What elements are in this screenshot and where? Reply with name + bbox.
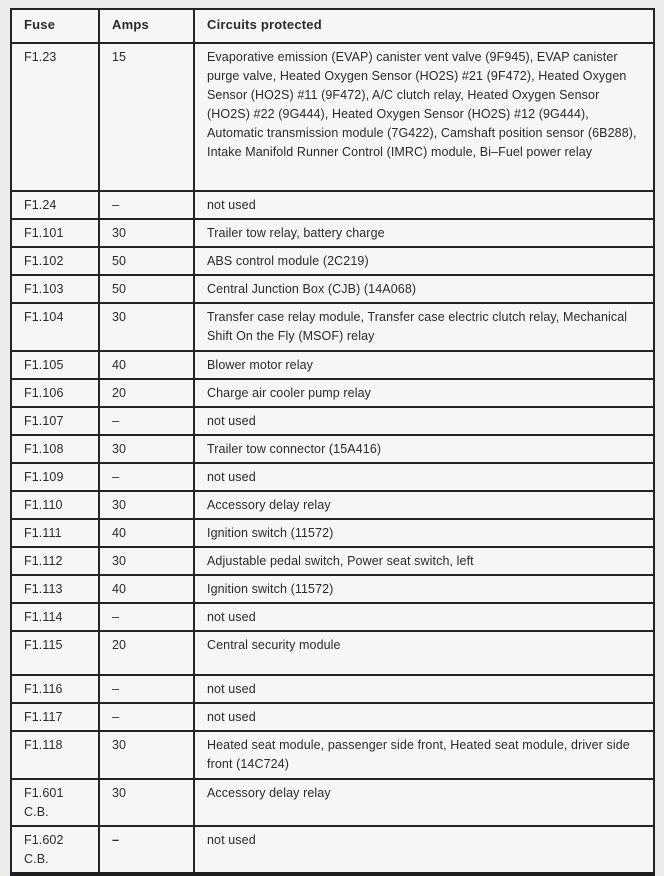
circuits-cell: not used [194,407,654,435]
circuits-cell: ABS control module (2C219) [194,247,654,275]
circuits-cell: Ignition switch (11572) [194,575,654,603]
circuits-cell: not used [194,603,654,631]
amps-cell: 30 [99,731,194,779]
fuse-id-cell: F1.602 C.B. [11,826,99,874]
circuits-cell: Heated seat module, passenger side front, Heated seat module, driver side front (14C724) [194,731,654,779]
circuits-cell: not used [194,703,654,731]
circuits-cell: Central security module [194,631,654,675]
amps-cell: 30 [99,435,194,463]
circuits-cell: Accessory delay relay [194,779,654,826]
fuse-id-cell: F1.107 [11,407,99,435]
amps-cell: – [99,703,194,731]
fuse-table [10,8,655,876]
column-header-amps: Amps [99,9,194,43]
fuse-id-cell: F1.24 [11,191,99,219]
circuits-cell: Evaporative emission (EVAP) canister vent valve (9F945), EVAP canister purge valve, Heated Oxygen Sensor (HO2S) #21 (9F472), Heated Oxygen Sensor (HO2S) #11 (9F472), A/C clutch relay, Heated Oxygen Sensor (HO2S) #22 (9G444), Heated Oxygen Sensor (HO2S) #12 (9G444), Automatic transmission module (7G422), Camshaft position sensor (6B288), Intake Manifold Runner Control (IMRC) module, Bi–Fuel power relay [194,43,654,191]
table-row [11,191,654,219]
amps-cell: 30 [99,303,194,351]
amps-cell: 30 [99,779,194,826]
amps-cell: 15 [99,43,194,191]
fuse-id-cell: F1.105 [11,351,99,379]
amps-cell: 20 [99,631,194,675]
circuits-cell: Transfer case relay module, Transfer case electric clutch relay, Mechanical Shift On the Fly (MSOF) relay [194,303,654,351]
circuits-cell: not used [194,463,654,491]
circuits-cell: not used [194,675,654,703]
amps-cell: 30 [99,219,194,247]
fuse-id-cell: F1.112 [11,547,99,575]
amps-cell: – [99,407,194,435]
amps-cell: – [99,463,194,491]
fuse-id-cell: F1.23 [11,43,99,191]
amps-cell: 30 [99,547,194,575]
circuits-cell: Blower motor relay [194,351,654,379]
table-row [11,575,654,603]
table-row [11,435,654,463]
table-row [11,491,654,519]
amps-cell: – [99,191,194,219]
table-row [11,219,654,247]
table-row [11,379,654,407]
amps-cell: – [99,603,194,631]
amps-cell: 30 [99,491,194,519]
fuse-id-cell: F1.102 [11,247,99,275]
table-row [11,703,654,731]
table-row [11,779,654,826]
fuse-id-cell: F1.108 [11,435,99,463]
amps-cell: – [99,675,194,703]
table-row [11,43,654,191]
circuits-cell: not used [194,826,654,874]
table-row [11,247,654,275]
table-row [11,731,654,779]
table-row [11,675,654,703]
fuse-id-cell: F1.110 [11,491,99,519]
fuse-id-cell: F1.118 [11,731,99,779]
fuse-id-cell: F1.116 [11,675,99,703]
table-row [11,351,654,379]
fuse-id-cell: F1.601 C.B. [11,779,99,826]
column-header-circuits: Circuits protected [194,9,654,43]
circuits-cell: not used [194,191,654,219]
amps-cell: 40 [99,575,194,603]
amps-cell: 50 [99,275,194,303]
amps-cell: 20 [99,379,194,407]
circuits-cell: Charge air cooler pump relay [194,379,654,407]
circuits-cell: Trailer tow relay, battery charge [194,219,654,247]
fuse-id-cell: F1.117 [11,703,99,731]
fuse-id-cell: F1.111 [11,519,99,547]
column-header-fuse: Fuse [11,9,99,43]
table-row [11,407,654,435]
fuse-id-cell: F1.104 [11,303,99,351]
amps-cell: 40 [99,351,194,379]
fuse-id-cell: F1.103 [11,275,99,303]
amps-cell: – [99,826,194,874]
table-row [11,603,654,631]
table-row [11,547,654,575]
fuse-id-cell: F1.114 [11,603,99,631]
circuits-cell: Central Junction Box (CJB) (14A068) [194,275,654,303]
fuse-id-cell: F1.113 [11,575,99,603]
amps-cell: 40 [99,519,194,547]
circuits-cell: Accessory delay relay [194,491,654,519]
circuits-cell: Adjustable pedal switch, Power seat switch, left [194,547,654,575]
circuits-cell: Ignition switch (11572) [194,519,654,547]
table-row [11,826,654,874]
fuse-id-cell: F1.109 [11,463,99,491]
amps-cell: 50 [99,247,194,275]
table-row [11,631,654,675]
fuse-id-cell: F1.101 [11,219,99,247]
fuse-id-cell: F1.115 [11,631,99,675]
table-row [11,303,654,351]
circuits-cell: Trailer tow connector (15A416) [194,435,654,463]
table-row [11,519,654,547]
table-header-row [11,9,654,43]
table-row [11,463,654,491]
table-row [11,275,654,303]
fuse-id-cell: F1.106 [11,379,99,407]
